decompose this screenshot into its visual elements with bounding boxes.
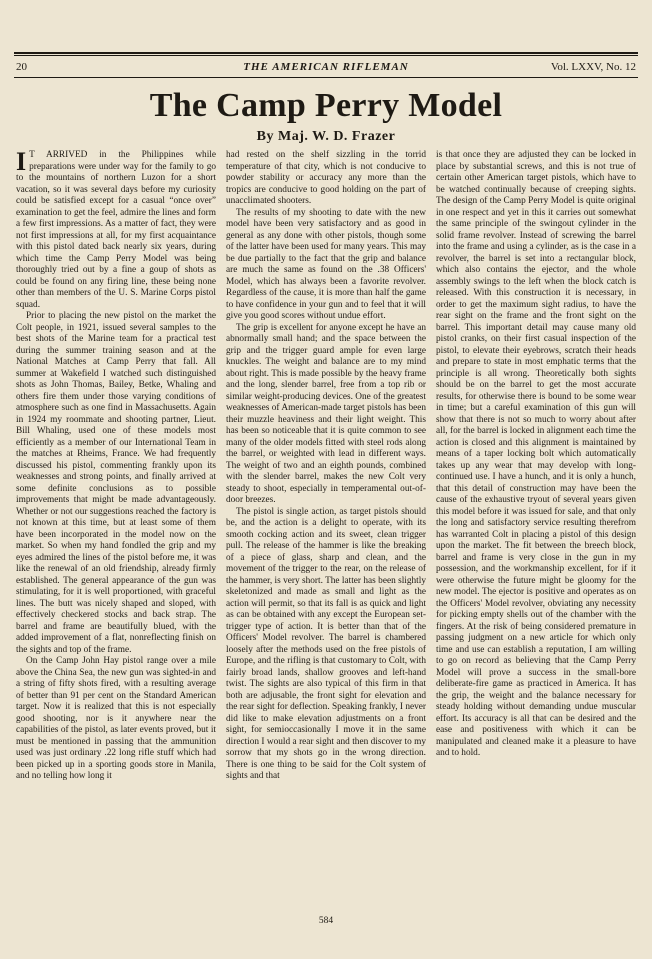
running-header — [16, 60, 636, 74]
header-volume: Vol. LXXV, No. 12 — [550, 61, 636, 73]
paragraph: Prior to placing the new pistol on the market the Colt people, in 1921, issued several samples to the best shots of the Marine team for a practical test during the summer training season and at the National Matches at Camp Perry that fall. All summer at Wakefield I watched such distinguished shots as John Thomas, Bailey, Betke, Whaling and others fire them under those varying conditions of atmosphere such as one find in Massachusetts. Again in 1924 my roommate and shooting partner, Lieut. Bill Whaling, used one of these models most efficiently as a member of our International Team in the matches at Rheims, France. We had frequently discussed his pistol, commenting frankly upon its weaknesses and strong points, and finally arrived at some definite conclusions as to possible improvements that might be made advantageously. Whether or not our suggestions reached the factory is not known at this time, but at least some of them have been incorporated in the model now on the market. So when my hand fondled the grip and my eyes admired the lines of the pistol before me, it was like the renewal of an old friendship, already firmly established. The general appearance of the gun was stimulating, for it is well proportioned, with graceful lines. The butt was nicely shaped and sloped, with effectively checkered stocks and back strap. The barrel and frame are beautifully blued, with the added improvement of a flat, nonreflecting finish on the sights and top of the frame. — [16, 311, 216, 655]
text-column-3 — [436, 150, 636, 760]
header-magazine-title: THE AMERICAN RIFLEMAN — [243, 61, 409, 73]
article-title: The Camp Perry Model — [149, 87, 503, 124]
header-page-number: 20 — [16, 61, 27, 73]
text-column-2 — [226, 150, 426, 783]
article-byline: By Maj. W. D. Frazer — [256, 129, 396, 144]
header-rule-thick — [14, 52, 638, 54]
page-folio: 584 — [318, 916, 334, 926]
header-rule-thin — [14, 55, 638, 56]
paragraph: The results of my shooting to date with the new model have been very satisfactory and as good in general as any done with other pistols, though some of the latter have been used for many years. This may be due partially to the fact that the grip and balance are much the same as found on the .38 Officers' Model, which has always been a favorite revolver. Regardless of the cause, it is more than half the game to have confidence in your gun and to feel that it will give you good scores without undue effort. — [226, 207, 426, 321]
drop-cap: I — [16, 147, 27, 176]
paragraph: On the Camp John Hay pistol range over a mile above the China Sea, the new gun was sighted-in and a string of fifty shots fired, with a resulting average of better than 91 per cent on the Standard American target. Now it is realized that this is not especially good shooting, nor is it anywhere near the capabilities of the pistol, as later events proved, but it must be mentioned in passing that the ammunition used was just ordinary .22 long rifle stuff which had been picked up in a sporting goods store in Manila, and no telling how long it — [16, 656, 216, 781]
paragraph: is that once they are adjusted they can be locked in place by substantial screws, and this is not true of certain other American target pistols, which have to be watched continually because of creeping sights. The design of the Camp Perry Model is quite original in one respect and yet in this it carries out somewhat the same principle of the swingout cylinder in the solid frame revolver. Instead of screwing the barrel into the frame and using a cylinder, as is the case in a revolver, the barrel is set into a rectangular block, which also contains the ejector, and the whole assembly swings to the left when the block catch is released. With this construction it is necessary, in order to get the maximum sight radius, to have the rear sight on the frame and the front sight on the barrel. This important detail may cause many old pistol cranks, on their first casual inspection of the pistol, to elevate their eyebrows, scratch their heads and prepare to state in most emphatic terms that the principle is all wrong. Theoretically both sights should be on the barrel to get the most accurate results, for otherwise there is bound to be some wear in time; but a careful examination of this gun will show that there is not so much to worry about after all, for the barrel is locked in alignment each time the action is closed and this alignment is maintained by means of a taper locking bolt which automatically takes up any wear that may develop with long-continued use. I have a hunch, and it is only a hunch, that this detail of construction may have been the cause of the exhaustive tryout of several years given this model before it was issued for sale, and that only the long and satisfactory service resulting therefrom has warranted Colt in placing a pistol of this design upon the market. The fit between the breech block, barrel and frame is very close in the gun in my possession, and the workmanship excellent, for if it were otherwise the future might be gloomy for the new model. The ejector is positive and operates as on the Officers' Model revolver, obviating any necessity for picking empty shells out of the chamber with the fingers. At the risk of being considered premature in passing judgment on a new article for which only time and use can establish a reputation, I am willing to go on record as believing that the Camp Perry Model will prove a success in the small-bore deliberate-fire game as practiced in America. It has the grip, the weight and the balance necessary for steady holding without demanding undue muscular effort. Its accuracy is all that can be desired and the ease and positiveness with which it can be manipulated and cleaned make it a pleasure to have and to hold. — [436, 150, 636, 758]
paragraph-text: T ARRIVED in the Philippines while preparations were under way for the family to go to the mountains of northern Luzon for a short vacation, so it was several days before my curiosity could be satisfied except for a casual “once over” examination to get the feel, admire the lines and form a few first impressions. As a matter of fact, they were not first impressions at all, for my first acquaintance with this pistol dated back nearly six years, during which time the Camp Perry Model was being thoroughly tried out by a fine a goup of shots as could be found on any firing line, these being none other than members of the U. S. Marine Corps pistol squad. — [16, 150, 216, 310]
text-column-1 — [16, 147, 216, 783]
paragraph: The pistol is single action, as target pistols should be, and the action is a delight to operate, with its smooth cocking action and its sweet, clean trigger pull. The release of the hammer is like the breaking of a piece of glass, sharp and clean, and the movement of the trigger to the rear, on the release of the hammer, is very short. The latter has been slightly skeletonized and made as small and light as the action will permit, so that its fall is as quick and light as can be obtained with any except the European set-trigger type of action. It is better than that of the Officers' Model revolver. The barrel is chambered loosely after the methods used on the free pistols of Europe, and the rifling is that customary to Colt, with fairly broad lands, shallow grooves and left-hand twist. The sights are also typical of this firm in that both are adjusable, the front sight for elevation and the rear sight for deflection. Speaking frankly, I never did like to make elevation adjustments on a front sight, for semioccasionally I move it in the same direction I would a rear sight and then discover to my sorrow that my shots go in the wrong direction. There is one thing to be said for the Colt system of sights and that — [226, 506, 426, 781]
paragraph: The grip is excellent for anyone except he have an abnormally small hand; and the space between the grip and the trigger guard ample for even large knuckles. The weight and balance are to my mind about right. This is made possible by the heavy frame and the long, slender barrel, free from a top rib or similar weight-producing devices. One of the greatest weaknesses of American-made target pistols has been their muzzle heaviness and their light weight. This has been so noticeable that it is quite common to see many of the older models fitted with steel rods along the barrel, or weighted with lead in different ways. The weight of two and an eighth pounds, combined with the slender barrel, makes the new Colt very steady to shoot, especially in temperamental out-of-door breezes. — [226, 322, 426, 505]
paragraph — [16, 147, 216, 311]
paragraph: had rested on the shelf sizzling in the torrid temperature of that city, which is not conducive to powder stability or accuracy any more than the tropics are conducive to good holding on the part of unacclimated shooters. — [226, 150, 426, 206]
header-underline — [14, 77, 638, 78]
